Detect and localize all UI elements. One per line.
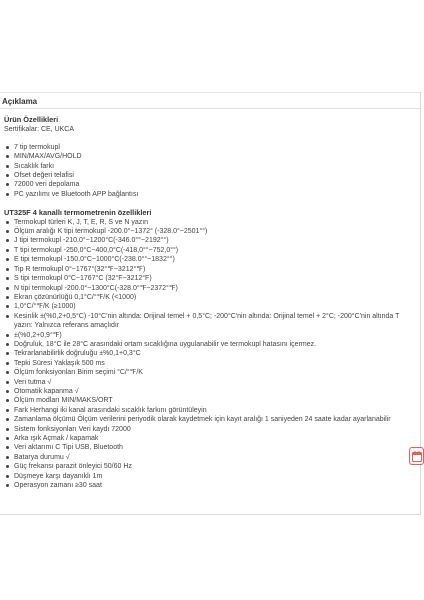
list-item: Ofset değeri telafisi	[4, 171, 416, 180]
thermometer-features-list	[4, 218, 416, 491]
list-item: S tipi termokupl 0°C~1767°C (32°F~3212°F)	[4, 274, 416, 283]
list-item: Fark Herhangi iki kanal arasındaki sıcaklık farkını görüntüleyin	[4, 406, 416, 415]
list-item: E tipi termokupl -150.0°C~1000°C(-238.0°°~1832°°)	[4, 255, 416, 264]
list-item: Veri aktarımı C Tipi USB, Bluetooth	[4, 443, 416, 452]
description-content	[4, 115, 416, 490]
list-item: 7 tip termokupl	[4, 143, 416, 152]
list-item: Otomatik kapanma √	[4, 387, 416, 396]
list-item: T tipi termokupl -250,0°C~400,0°C(-418,0°°~752,0°°)	[4, 246, 416, 255]
section-title: Açıklama	[2, 97, 38, 106]
list-item: Ölçüm aralığı K tipi termokupl -200.0°~1372° (-328.0°~2501°°)	[4, 227, 416, 236]
list-item: Ekran çözünürlüğü 0,1°C/°℉/K (<1000)	[4, 293, 416, 302]
list-item: Güç frekansı parazit önleyici 50/60 Hz	[4, 462, 416, 471]
list-item: J tipi termokupl -210.0°~1200°C(-346.0°°~2192°°)	[4, 236, 416, 245]
list-item: Kesinlik ±(%0,2+0,5°C) -10°C'nin altında: Orijinal temel + 0,5°C; -200°C'nin altında: Orijinal temel + 2°C; -200°C'nin altında T yazın: Yalnızca referans amaçlıdır	[4, 312, 416, 331]
list-item: Düşmeye karşı dayanıklı 1m	[4, 472, 416, 481]
list-item: Tip R termokupl 0°~1767°(32°℉~3212°℉)	[4, 265, 416, 274]
list-item: Ölçüm modları MIN/MAKS/ORT	[4, 396, 416, 405]
list-item: Batarya durumu √	[4, 453, 416, 462]
list-item: Zamanlama ölçümü Ölçüm verilerini periyodik olarak kaydetmek için kayıt aralığı 1 saniyeden 24 saate kadar ayarlanabilir	[4, 415, 416, 424]
thermometer-heading: UT325F 4 kanallı termometrenin özellikleri	[4, 208, 152, 218]
list-item: Tekrarlanabilirlik doğruluğu ±%0,1+0,3°C	[4, 349, 416, 358]
list-item: Arka ışık Açmak / kapamak	[4, 434, 416, 443]
certifications-text: Sertifikalar: CE, UKCA	[4, 126, 75, 134]
list-item: Sistem fonksiyonları Veri kaydı 72000	[4, 425, 416, 434]
list-item: Ölçüm fonksiyonları Birim seçimi °C/°℉/K	[4, 368, 416, 377]
product-features-list	[4, 143, 416, 199]
list-item: Termokupl türleri K, J, T, E, R, S ve N yazın	[4, 218, 416, 227]
list-item: ±(%0,2+0,9°℉)	[4, 331, 416, 340]
list-item: Doğruluk, 18°C ile 28°C arasındaki ortam sıcaklığına uygulanabilir ve termokupl hatasını içermez.	[4, 340, 416, 349]
title-divider	[0, 108, 420, 109]
calendar-icon	[412, 451, 422, 462]
list-item: 72000 veri depolama	[4, 180, 416, 189]
list-item: MIN/MAX/AVG/HOLD	[4, 152, 416, 161]
list-item: 1,0°C/°℉/K (≥1000)	[4, 302, 416, 311]
list-item: PC yazılımı ve Bluetooth APP bağlantısı	[4, 190, 416, 199]
calendar-button[interactable]	[409, 447, 424, 465]
list-item: Operasyon zamanı ≥30 saat	[4, 481, 416, 490]
list-item: Veri tutma √	[4, 378, 416, 387]
list-item: Tepki Süresi Yaklaşık 500 ms	[4, 359, 416, 368]
list-item: N tipi termokupl -200.0°~1300°C(-328.0°℉~2372°℉)	[4, 284, 416, 293]
list-item: Sıcaklık farkı	[4, 162, 416, 171]
features-heading: Ürün Özellikleri	[4, 115, 59, 124]
